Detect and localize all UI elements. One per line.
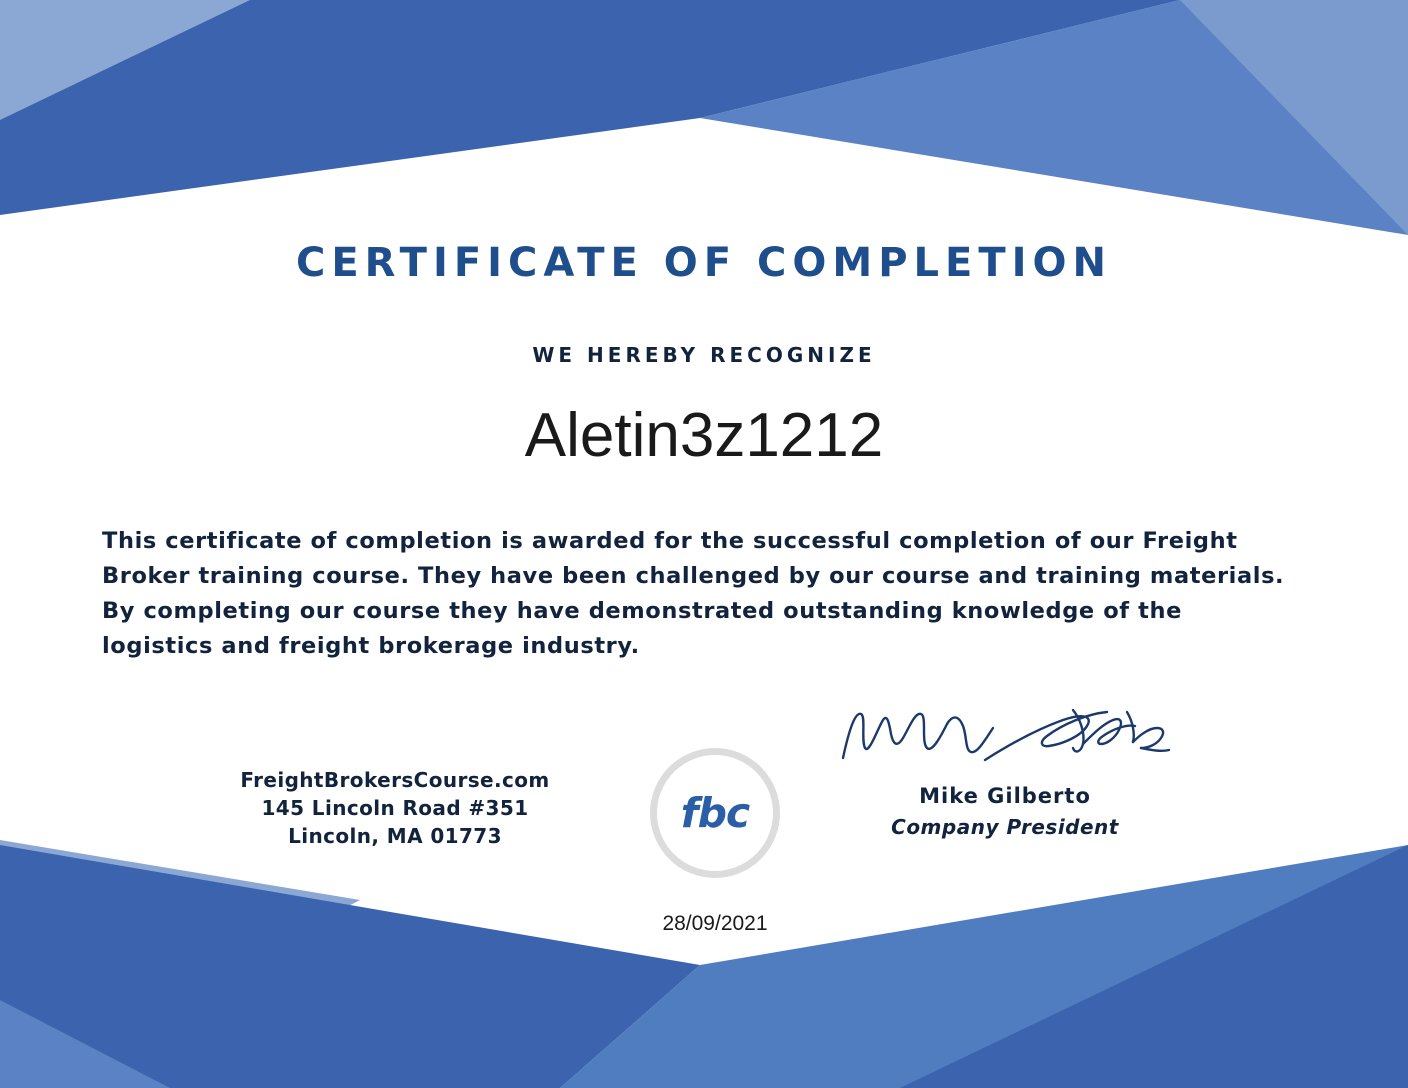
signer-title: Company President xyxy=(891,815,1119,839)
recipient-name: Aletin3z1212 xyxy=(524,401,884,470)
issue-date: 28/09/2021 xyxy=(662,912,768,935)
certificate-title: CERTIFICATE OF COMPLETION xyxy=(296,240,1112,286)
address-line-city: Lincoln, MA 01773 xyxy=(288,824,502,848)
company-address xyxy=(160,766,630,850)
certificate-body-text: This certificate of completion is awarded for the successful completion of our Freight Broker training course. They have been challenged by our course and training materials. By completing our course they have demonstrated outstanding knowledge of the logistics and freight brokerage industry. xyxy=(102,528,1285,659)
logo-text: fbc xyxy=(680,789,750,837)
certificate-subtitle: WE HEREBY RECOGNIZE xyxy=(532,343,876,367)
signature-icon xyxy=(835,690,1175,780)
signer-name: Mike Gilberto xyxy=(919,784,1091,808)
address-line-street: 145 Lincoln Road #351 xyxy=(261,796,529,820)
address-line-website: FreightBrokersCourse.com xyxy=(240,768,550,792)
fbc-logo-icon xyxy=(650,748,780,878)
